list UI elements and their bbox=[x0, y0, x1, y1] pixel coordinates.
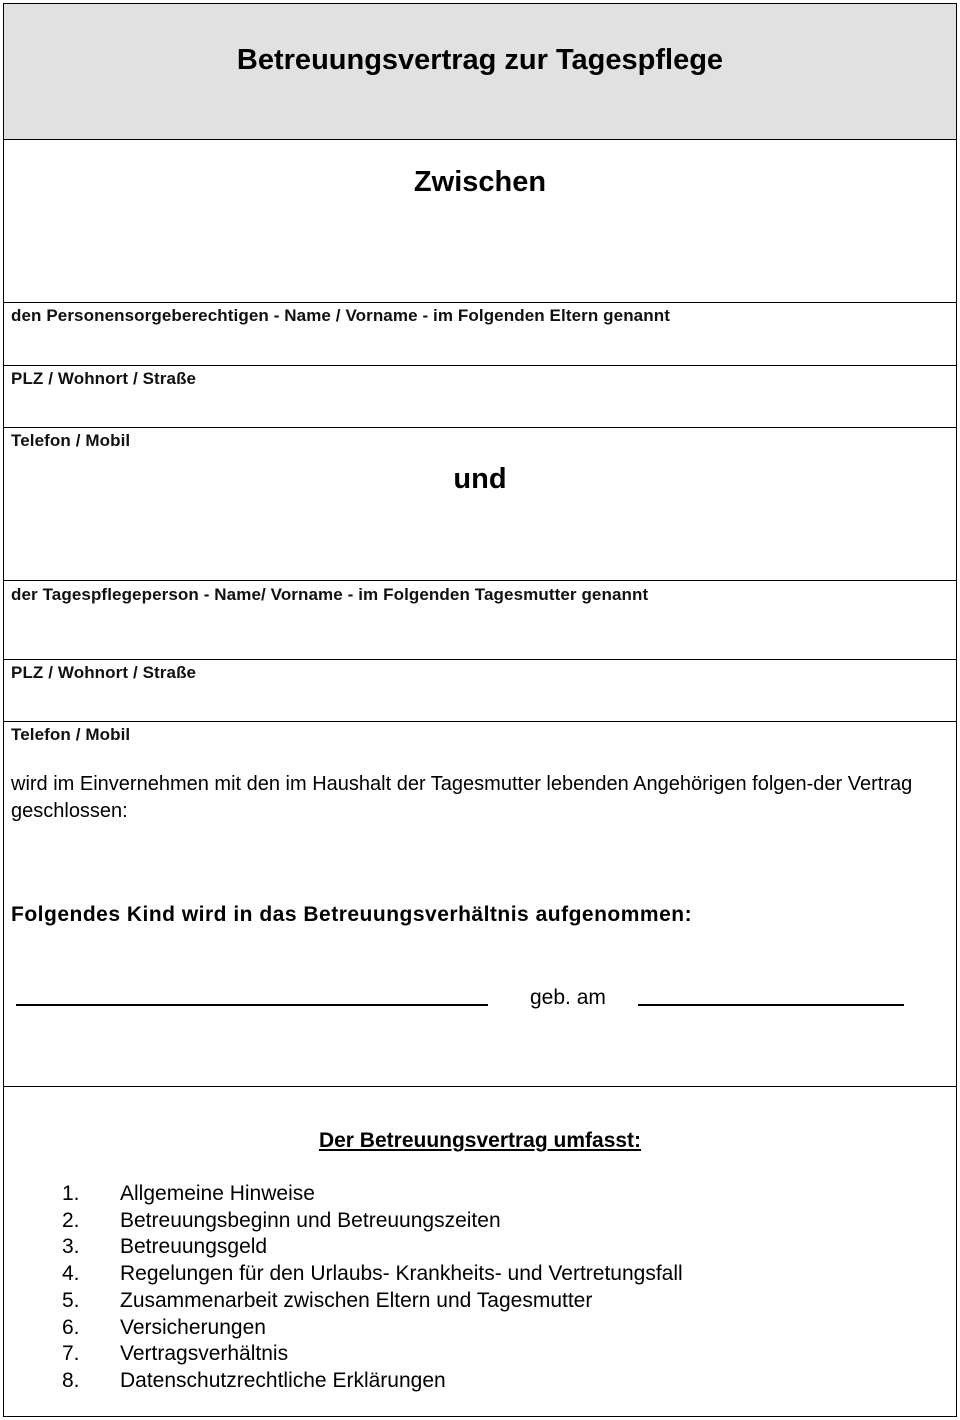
item-number: 5. bbox=[62, 1288, 80, 1312]
birth-date-label: geb. am bbox=[530, 986, 606, 1009]
item-number: 1. bbox=[62, 1182, 80, 1205]
caregiver-address-label: PLZ / Wohnort / Straße bbox=[11, 663, 197, 682]
parents-address-label: PLZ / Wohnort / Straße bbox=[11, 369, 197, 388]
contract-page bbox=[3, 3, 957, 1417]
item-number: 2. bbox=[62, 1208, 80, 1232]
divider bbox=[4, 659, 956, 660]
child-name-blank bbox=[16, 1004, 488, 1006]
item-number: 6. bbox=[62, 1315, 80, 1339]
item-label: Betreuungsgeld bbox=[120, 1235, 268, 1259]
contents-heading: Der Betreuungsvertrag umfasst: bbox=[318, 1129, 642, 1152]
title-header bbox=[4, 4, 956, 140]
child-heading: Folgendes Kind wird in das Betreuungsverhältnis aufgenommen: bbox=[11, 903, 693, 926]
parents-phone-label: Telefon / Mobil bbox=[11, 431, 131, 450]
item-label: Versicherungen bbox=[120, 1315, 266, 1339]
item-label: Regelungen für den Urlaubs- Krankheits- und Vertretungsfall bbox=[120, 1262, 683, 1286]
item-number: 7. bbox=[62, 1342, 80, 1366]
divider bbox=[4, 721, 956, 722]
and-heading: und bbox=[453, 463, 507, 495]
divider bbox=[4, 365, 956, 366]
list-item bbox=[62, 1181, 683, 1208]
divider bbox=[4, 427, 956, 428]
between-heading: Zwischen bbox=[413, 166, 547, 198]
divider bbox=[4, 1086, 956, 1087]
list-item bbox=[62, 1261, 683, 1288]
list-item bbox=[62, 1288, 683, 1315]
list-item bbox=[62, 1341, 683, 1368]
item-label: Datenschutzrechtliche Erklärungen bbox=[120, 1368, 446, 1392]
list-item bbox=[62, 1315, 683, 1342]
item-number: 3. bbox=[62, 1235, 80, 1259]
item-label: Vertragsverhältnis bbox=[120, 1342, 289, 1366]
item-label: Allgemeine Hinweise bbox=[120, 1182, 315, 1205]
birth-date-blank bbox=[638, 1004, 904, 1006]
list-item bbox=[62, 1234, 683, 1261]
item-number: 4. bbox=[62, 1262, 80, 1286]
caregiver-phone-label: Telefon / Mobil bbox=[11, 725, 131, 744]
parents-name-label: den Personensorgeberechtigen - Name / Vorname - im Folgenden Eltern genannt bbox=[11, 306, 670, 325]
item-label: Zusammenarbeit zwischen Eltern und Tagesmutter bbox=[120, 1288, 593, 1312]
list-item bbox=[62, 1368, 683, 1395]
divider bbox=[4, 302, 956, 303]
list-item bbox=[62, 1208, 683, 1235]
document-title: Betreuungsvertrag zur Tagespflege bbox=[236, 44, 724, 76]
agreement-text: wird im Einvernehmen mit den im Haushalt der Tagesmutter lebenden Angehörigen folgen-der Vertrag geschlossen: bbox=[11, 773, 913, 822]
item-label: Betreuungsbeginn und Betreuungszeiten bbox=[120, 1208, 501, 1232]
caregiver-name-label: der Tagespflegeperson - Name/ Vorname - im Folgenden Tagesmutter genannt bbox=[11, 585, 649, 604]
item-number: 8. bbox=[62, 1368, 80, 1392]
divider bbox=[4, 580, 956, 581]
contents-list bbox=[62, 1181, 683, 1395]
